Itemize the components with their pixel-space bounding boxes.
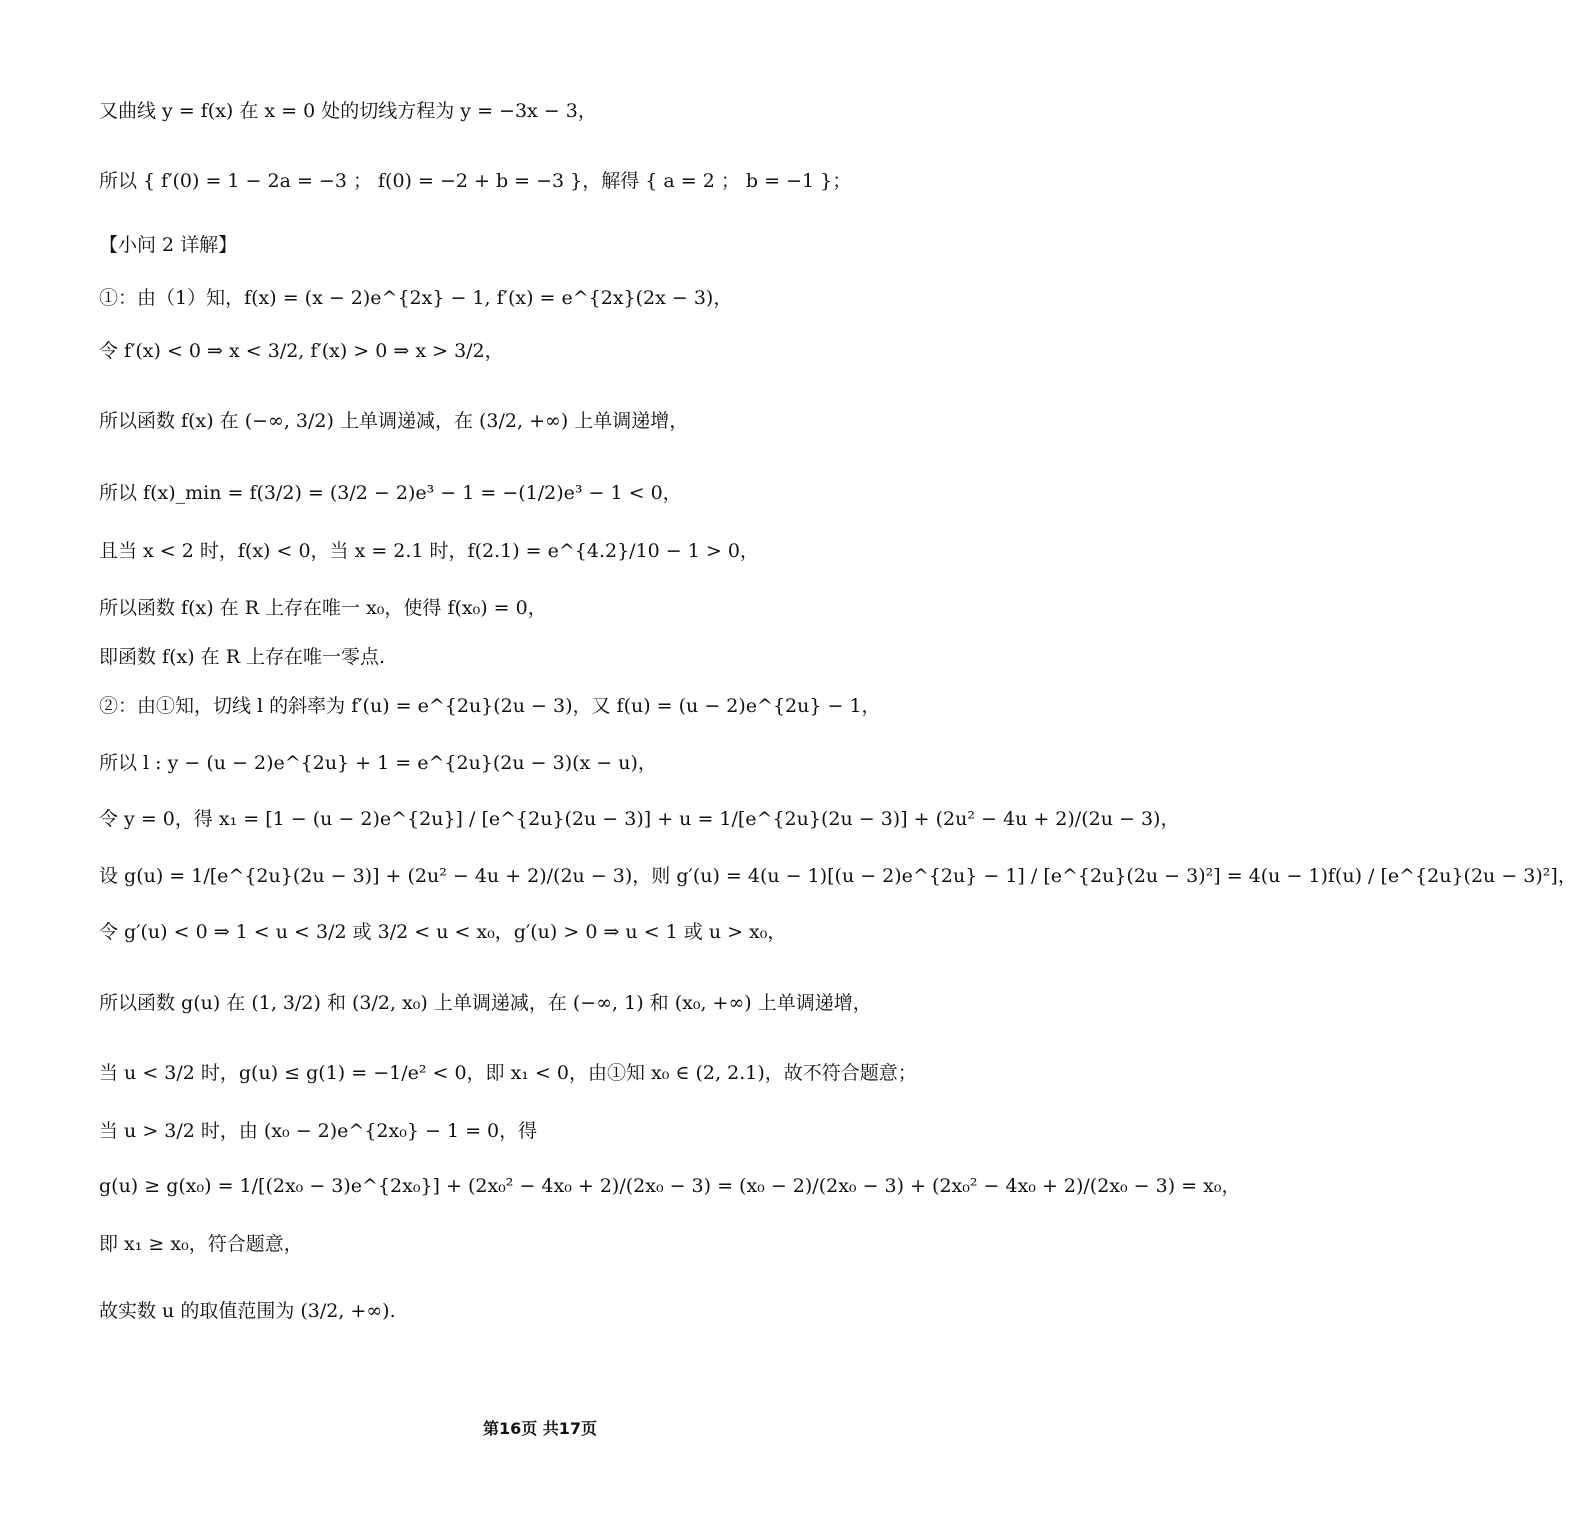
line-final-answer: 故实数 u 的取值范围为 (3/2, +∞). xyxy=(99,1300,396,1322)
line-tangent-l: 所以 l : y − (u − 2)e^{2u} + 1 = e^{2u}(2u − 3)(x − u)， xyxy=(99,752,657,774)
line-x1-expression: 令 y = 0，得 x₁ = [1 − (u − 2)e^{2u}] / [e^{2u}(2u − 3)] + u = 1/[e^{2u}(2u − 3)] + (2u² − 4u + 2)/(2u − 3)， xyxy=(99,808,1180,830)
line-minimum-value: 所以 f(x)_min = f(3/2) = (3/2 − 2)e³ − 1 = −(1/2)e³ − 1 < 0， xyxy=(99,482,682,504)
line-g-monotonicity: 所以函数 g(u) 在 (1, 3/2) 和 (3/2, x₀) 上单调递减，在 (−∞, 1) 和 (x₀, +∞) 上单调递增， xyxy=(99,992,872,1014)
line-tangent-equation: 又曲线 y = f(x) 在 x = 0 处的切线方程为 y = −3x − 3， xyxy=(99,100,597,122)
line-g-lower-bound: g(u) ≥ g(x₀) = 1/[(2x₀ − 3)e^{2x₀}] + (2x₀² − 4x₀ + 2)/(2x₀ − 3) = (x₀ − 2)/(2x₀ − 3) + (2x₀² − 4x₀ + 2)/(2x₀ − 3) = x₀， xyxy=(99,1175,1241,1197)
line-derivative-sign: 令 f′(x) < 0 ⇒ x < 3/2, f′(x) > 0 ⇒ x > 3/2， xyxy=(99,340,504,362)
page-footer: 第16页 共17页 xyxy=(482,1419,598,1438)
line-value-at-2-1: 且当 x < 2 时，f(x) < 0，当 x = 2.1 时，f(2.1) = e^{4.2}/10 − 1 > 0， xyxy=(99,540,759,562)
line-unique-x0: 所以函数 f(x) 在 R 上存在唯一 x₀，使得 f(x₀) = 0， xyxy=(99,597,547,619)
line-g-definition: 设 g(u) = 1/[e^{2u}(2u − 3)] + (2u² − 4u + 2)/(2u − 3)，则 g′(u) = 4(u − 1)[(u − 2)e^{2u} − 1] / [e^{2u}(2u − 3)²] = 4(u − 1)f(u) / [e^{2u}(2u − 3)²]， xyxy=(99,865,1577,887)
line-step1-derivative: ①：由（1）知，f(x) = (x − 2)e^{2x} − 1, f′(x) = e^{2x}(2x − 3)， xyxy=(99,287,733,309)
line-monotonicity: 所以函数 f(x) 在 (−∞, 3/2) 上单调递减，在 (3/2, +∞) 上单调递增， xyxy=(99,410,689,432)
line-unique-zero: 即函数 f(x) 在 R 上存在唯一零点. xyxy=(99,646,386,668)
line-step2-slope: ②：由①知，切线 l 的斜率为 f′(u) = e^{2u}(2u − 3)，又 f(u) = (u − 2)e^{2u} − 1， xyxy=(99,695,881,717)
section-heading-part2: 【小问 2 详解】 xyxy=(99,234,238,256)
line-case-u-greater: 当 u > 3/2 时，由 (x₀ − 2)e^{2x₀} − 1 = 0，得 xyxy=(99,1120,538,1142)
line-case-u-less: 当 u < 3/2 时，g(u) ≤ g(1) = −1/e² < 0，即 x₁ < 0，由①知 x₀ ∈ (2, 2.1)，故不符合题意； xyxy=(99,1062,917,1084)
line-x1-ge-x0: 即 x₁ ≥ x₀，符合题意， xyxy=(99,1233,303,1255)
line-system-solution: 所以 { f′(0) = 1 − 2a = −3 ； f(0) = −2 + b = −3 }，解得 { a = 2 ； b = −1 }； xyxy=(99,170,852,192)
line-g-derivative-sign: 令 g′(u) < 0 ⇒ 1 < u < 3/2 或 3/2 < u < x₀，g′(u) > 0 ⇒ u < 1 或 u > x₀， xyxy=(99,921,787,943)
